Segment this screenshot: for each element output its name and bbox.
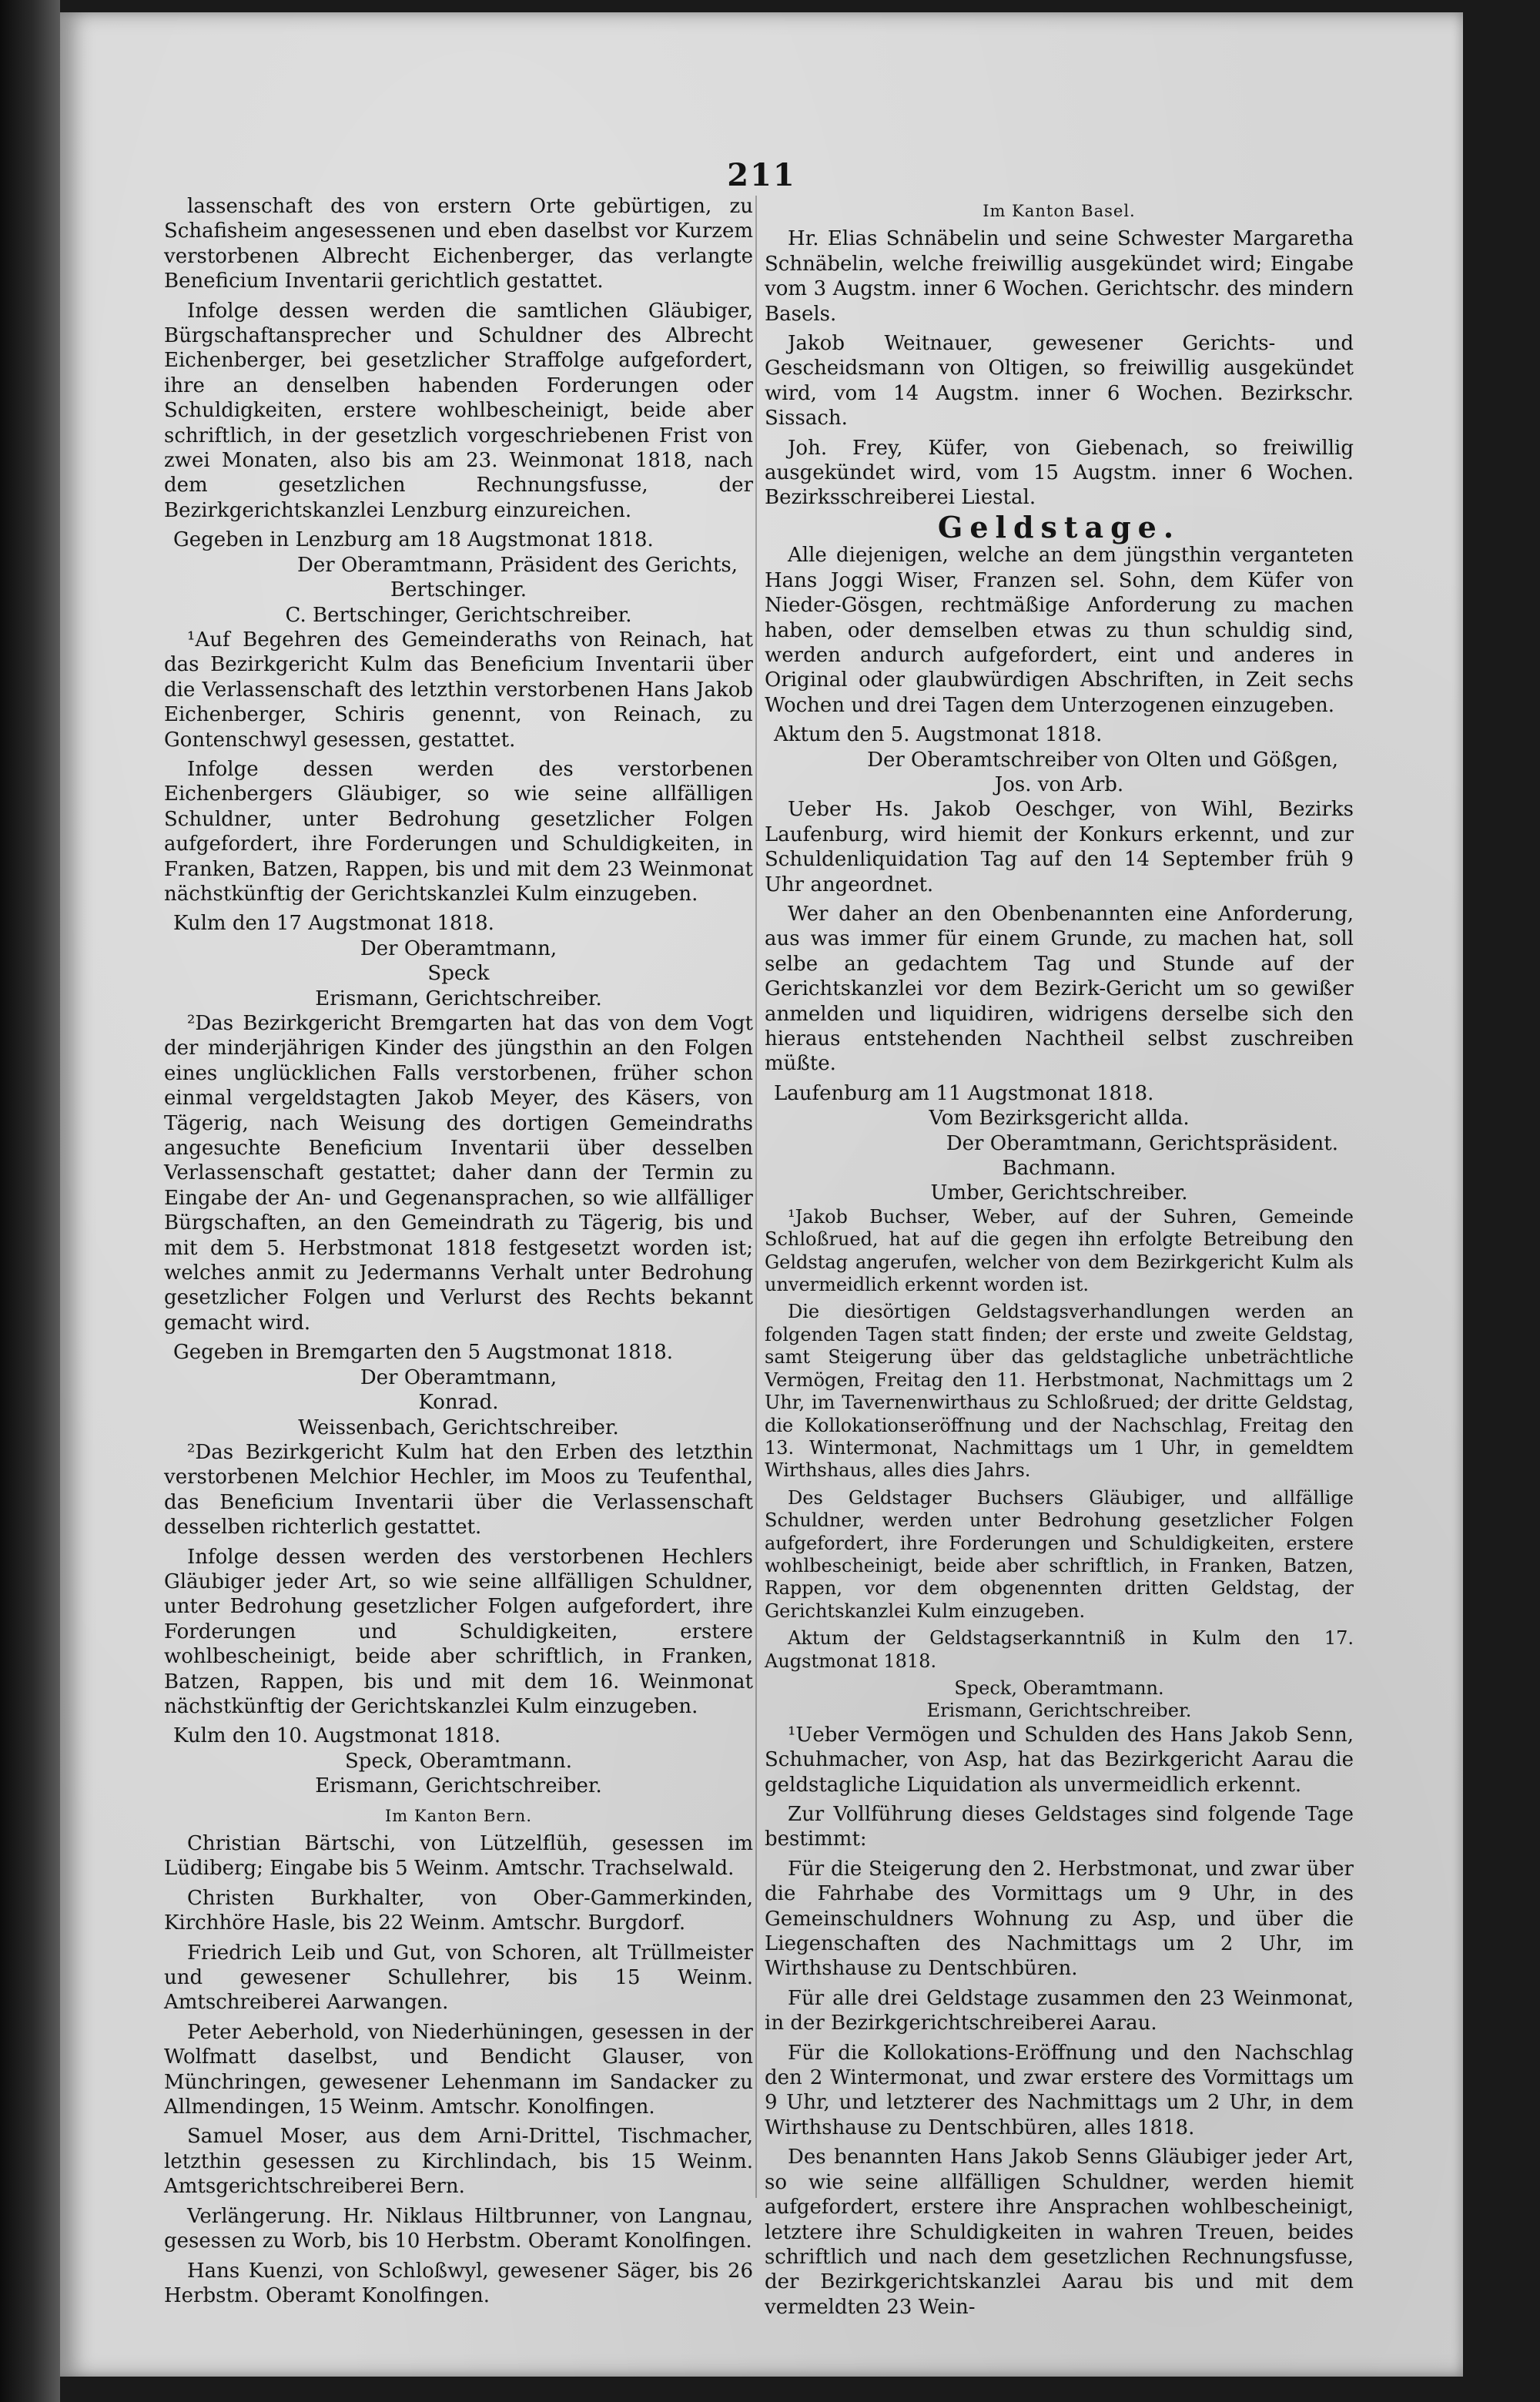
notice-paragraph: Jakob Weitnauer, gewesener Gerichts- und Gescheidsmann von Oltigen, so freiwillig ausgekündet wird, vom 14 Augstm. inner 6 Wochen. Bezirkschr. Sissach. [765,332,1354,430]
section-heading: Geldstage. [937,509,1181,544]
notice-paragraph: Infolge dessen werden des verstorbenen Eichenbergers Gläubiger, so wie seine allfälligen Schuldner, unter Bedrohung gesetzlicher Folgen aufgefordert, ihre Forderungen und Schuldigkeiten, in Franken, Batzen, Rappen, bis und mit dem 23 Weinmonat nächstkünftig der Gerichtskanzlei Kulm einzugeben. [164,757,753,906]
notice-paragraph: Friedrich Leib und Gut, von Schoren, alt Trüllmeister und gewesener Schullehrer, bis 15 Weinm. Amtschreiberei Aarwangen. [164,1941,753,2015]
signature-line: Speck [427,962,490,986]
signature-line: Der Oberamtschreiber von Olten und Gößgen, [867,748,1338,772]
canton-heading: Im Kanton Bern. [385,1806,532,1825]
newspaper-page [60,12,1463,2377]
signature-line: Erismann, Gerichtschreiber. [315,987,602,1010]
notice-paragraph: Für die Kollokations-Eröffnung und den Nachschlag den 2 Wintermonat, und zwar erstere des Vormittags um 9 Uhr, und letzterer des Nachmittags um 2 Uhr, in dem Wirthshause zu Dentschbüren, alles 1818. [765,2041,1354,2139]
left-column [164,194,753,2313]
signature-line: Speck, Oberamtmann. [954,1677,1164,1699]
signature-line: Jos. von Arb. [994,772,1124,796]
notice-paragraph: Infolge dessen werden des verstorbenen Hechlers Gläubiger jeder Art, so wie seine allfälligen Schuldner, unter Bedrohung gesetzlicher Folgen aufgefordert, ihre Forderungen und Schuldigkeiten, erstere wohlbescheinigt, beide aber schriftlich, in Franken, Batzen, Rappen, bis und mit dem 16. Weinmonat nächstkünftig der Gerichtskanzlei Kulm einzugeben. [164,1545,753,1718]
signature-line: Speck, Oberamtmann. [345,1749,572,1773]
dateline: Gegeben in Lenzburg am 18 Augstmonat 1818. [173,528,654,552]
signature-line: Vom Bezirksgericht allda. [929,1107,1190,1131]
signature-line: Konrad. [418,1391,499,1415]
canton-heading: Im Kanton Basel. [983,202,1136,220]
notice-paragraph: lassenschaft des von erstern Orte gebürtigen, zu Schafisheim angesessenen und eben daselbst vor Kurzem verstorbenen Albrecht Eichenberger, das verlangte Beneficium Inventarii gerichtlich gestattet. [164,195,753,293]
dateline: Aktum den 5. Augstmonat 1818. [774,723,1103,747]
notice-paragraph: ²Das Bezirkgericht Kulm hat den Erben des letzthin verstorbenen Melchior Hechler, im Moos zu Teufenthal, das Beneficium Inventarii über die Verlassenschaft desselben richterlich gestattet. [164,1440,753,1539]
signature-line: Bertschinger. [390,578,527,602]
notice-paragraph: Des benannten Hans Jakob Senns Gläubiger jeder Art, so wie seine allfälligen Schuldner, werden hiemit aufgefordert, erstere ihre Ansprachen wohlbescheinigt, letztere ihre Schuldigkeiten in wahren Treuen, beides schriftlich und nach dem gesetzlichen Rechnungsfusse, der Bezirkgerichtskanzlei Aarau bis und mit dem vermeldten 23 Wein- [765,2146,1354,2319]
notice-paragraph: Hr. Elias Schnäbelin und seine Schwester Margaretha Schnäbelin, welche freiwillig ausgekündet wird; Eingabe vom 3 Augstm. inner 6 Wochen. Gerichtschr. des mindern Basels. [765,227,1354,326]
signature-line: Der Oberamtmann, [360,936,557,960]
notice-paragraph: Für alle drei Geldstage zusammen den 23 Weinmonat, in der Bezirkgerichtschreiberei Aarau. [765,1986,1354,2035]
notice-paragraph-small: ¹Jakob Buchser, Weber, auf der Suhren, Gemeinde Schloßrued, hat auf die gegen ihn erfolgte Betreibung den Geldstag angerufen, welcher von dem Bezirkgericht Kulm als unvermeidlich erkennt worden ist. [765,1205,1354,1296]
signature-line: Der Oberamtmann, Präsident des Gerichts, [297,553,738,577]
notice-paragraph-small: Die diesörtigen Geldstagsverhandlungen werden an folgenden Tagen statt finden; der erste und zweite Geldstag, samt Steigerung über das geldstagliche unbeträchtliche Vermögen, Freitag den 11. Herbstmonat, Nachmittags um 2 Uhr, im Tavernenwirthaus zu Schloßrued; der dritte Geldstag, die Kollokationseröffnung und der Nachschlag, Freitag den 13. Wintermonat, Nachmittags um 1 Uhr, in gemeldtem Wirthshaus, alles dies Jahrs. [765,1301,1354,1482]
notice-paragraph: Christen Burkhalter, von Ober-Gammerkinden, Kirchhöre Hasle, bis 22 Weinm. Amtschr. Burgdorf. [164,1886,753,1935]
notice-paragraph: ¹Auf Begehren des Gemeinderaths von Reinach, hat das Bezirkgericht Kulm das Beneficium Inventarii über die Verlassenschaft des letzthin verstorbenen Hans Jakob Eichenberger, Schiris genennt, von Reinach, zu Gontenschwyl gesessen, gestattet. [164,628,753,752]
notice-paragraph: Hans Kuenzi, von Schloßwyl, gewesener Säger, bis 26 Herbstm. Oberamt Konolfingen. [164,2259,753,2307]
signature-line: Der Oberamtmann, Gerichtspräsident. [946,1131,1338,1155]
notice-paragraph: Für die Steigerung den 2. Herbstmonat, und zwar über die Fahrhabe des Vormittags um 9 Uhr, in des Gemeinschuldners Wohnung zu Asp, und über die Liegenschaften des Nachmittags um 2 Uhr, im Wirthshause zu Dentschbüren. [765,1857,1354,1981]
notice-paragraph-small: Des Geldstager Buchsers Gläubiger, und allfällige Schuldner, werden unter Bedrohung gesetzlicher Folgen aufgefordert, ihre Forderungen und Schuldigkeiten, erstere wohlbescheinigt, beide aber schriftlich, in Franken, Batzen, Rappen, vor dem obgenennten dritten Geldstag, der Gerichtskanzlei Kulm einzugeben. [765,1486,1354,1622]
notice-paragraph: Peter Aeberhold, von Niederhüningen, gesessen in der Wolfmatt daselbst, und Bendicht Glauser, von Münchringen, gewesener Lehenmann im Sandacker zu Allmendingen, 15 Weinm. Amtschr. Konolfingen. [164,2020,753,2119]
notice-paragraph: Verlängerung. Hr. Niklaus Hiltbrunner, von Langnau, gesessen zu Worb, bis 10 Herbstm. Oberamt Konolfingen. [164,2204,753,2253]
signature-line: Bachmann. [1002,1157,1116,1181]
column-divider [755,196,757,2198]
notice-paragraph: Samuel Moser, aus dem Arni-Drittel, Tischmacher, letzthin gesessen zu Kirchlindach, bis 15 Weinm. Amtsgerichtschreiberei Bern. [164,2125,753,2199]
page-number: 211 [727,157,796,193]
dateline: Kulm den 17 Augstmonat 1818. [173,912,494,936]
notice-paragraph: Ueber Hs. Jakob Oeschger, von Wihl, Bezirks Laufenburg, wird hiemit der Konkurs erkennt, und zur Schuldenliquidation Tag auf den 14 September früh 9 Uhr angeordnet. [765,798,1354,896]
notice-paragraph: Alle diejenigen, welche an dem jüngsthin verganteten Hans Joggi Wiser, Franzen sel. Sohn, dem Küfer von Nieder-Gösgen, rechtmäßige Anforderung zu machen haben, oder demselben etwas zu thun schuldig sind, werden andurch aufgefordert, eint und anderes in Original oder glaubwürdigen Abschriften, in Zeit sechs Wochen und drei Tagen dem Unterzogenen einzugeben. [765,544,1354,717]
scan-dark-edge [0,0,60,2402]
notice-paragraph: Wer daher an den Obenbenannten eine Anforderung, aus was immer für einem Grunde, zu machen hat, soll selbe an gedachtem Tag und Stunde auf der Gerichtskanzlei vor dem Bezirk-Gericht um so gewißer anmelden und liquidiren, widrigens derselbe sich den hieraus entstehenden Nachtheil selbst zuschreiben müßte. [765,902,1354,1076]
signature-line: C. Bertschinger, Gerichtschreiber. [285,603,632,627]
notice-paragraph: ²Das Bezirkgericht Bremgarten hat das von dem Vogt der minderjährigen Kinder des jüngsthin an den Folgen eines unglücklichen Falls verstorbenen, früher schon einmal vergeldstagten Jakob Meyer, des Käsers, von Tägerig, nach Weisung des dortigen Gemeindraths angesuchte Beneficium Inventarii über desselben Verlassenschaft gestattet; daher dann der Termin zu Eingabe der An- und Gegenansprachen, so wie allfälliger Bürgschaften, an den Gemeindrath zu Tägerig, bis und mit dem 5. Herbstmonat 1818 festgesetzt worden ist; welches anmit zu Jedermanns Verhalt unter Bedrohung gesetzlicher Folgen und Verlurst des Rechts bekannt gemacht wird. [164,1012,753,1335]
signature-line: Weissenbach, Gerichtschreiber. [298,1415,619,1439]
signature-line: Der Oberamtmann, [360,1365,557,1389]
signature-line: Erismann, Gerichtschreiber. [926,1700,1192,1722]
right-column [765,194,1354,2324]
notice-paragraph: ¹Ueber Vermögen und Schulden des Hans Jakob Senn, Schuhmacher, von Asp, hat das Bezirkgericht Aarau die geldstagliche Liquidation als unvermeidlich erkennt. [765,1723,1354,1797]
notice-paragraph: Christian Bärtschi, von Lützelflüh, gesessen im Lüdiberg; Eingabe bis 5 Weinm. Amtschr. Trachselwald. [164,1832,753,1881]
notice-paragraph: Joh. Frey, Küfer, von Giebenach, so freiwillig ausgekündet wird, vom 15 Augstm. inner 6 Wochen. Bezirksschreiberei Liestal. [765,436,1354,510]
signature-line: Umber, Gerichtschreiber. [930,1181,1188,1205]
dateline: Laufenburg am 11 Augstmonat 1818. [774,1081,1154,1105]
notice-paragraph: Zur Vollführung dieses Geldstages sind folgende Tage bestimmt: [765,1803,1354,1851]
signature-line: Erismann, Gerichtschreiber. [315,1774,602,1798]
notice-paragraph: Infolge dessen werden die samtlichen Gläubiger, Bürgschaftansprecher und Schuldner des Albrecht Eichenberger, bei gesetzlicher Straffolge aufgefordert, ihre an denselben habenden Forderungen oder Schuldigkeiten, erstere wohlbescheinigt, beide aber schriftlich, in der gesetzlich vorgeschriebenen Frist von zwei Monaten, also bis am 23. Weinmonat 1818, nach dem gesetzlichen Rechnungsfusse, der Bezirkgerichtskanzlei Lenzburg einzureichen. [164,299,753,522]
dateline: Gegeben in Bremgarten den 5 Augstmonat 1818. [173,1341,674,1365]
notice-paragraph-small: Aktum der Geldstagserkanntniß in Kulm den 17. Augstmonat 1818. [765,1627,1354,1672]
dateline: Kulm den 10. Augstmonat 1818. [173,1724,501,1748]
